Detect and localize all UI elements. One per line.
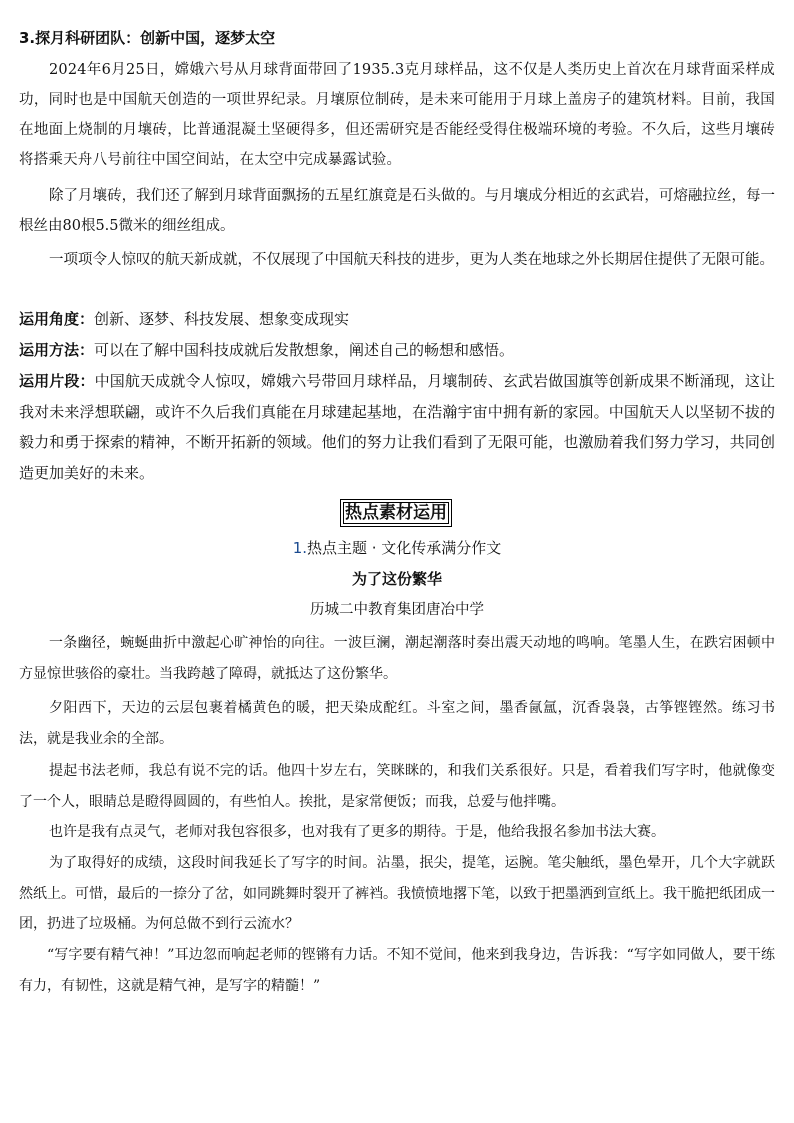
subtopic-title	[0, 535, 794, 561]
essay-paragraph-2: 夕阳西下，天边的云层包裹着橘黄色的暖，把天染成酡红。斗室之间，墨香氤氲，沉香袅袅，古筝铿铿然。练习书法，就是我业余的全部。	[19, 700, 775, 747]
body-paragraph-3: 一项项令人惊叹的航天新成就，不仅展现了中国航天科技的进步，更为人类在地球之外长期居住提供了无限可能。	[49, 252, 774, 268]
essay-paragraph-5: 为了取得好的成绩，这段时间我延长了写字的时间。沾墨，抿尖，提笔，运腕。笔尖触纸，墨色晕开，几个大字就跃然纸上。可惜，最后的一捺分了岔，如同跳舞时裂开了裤裆。我愤愤地撂下笔，以致于把墨洒到宣纸上。我干脆把纸团成一团，扔进了垃圾桶。为何总做不到行云流水？	[19, 855, 775, 932]
usage-angle-text: 创新、逐梦、科技发展、想象变成现实	[94, 310, 350, 328]
usage-angle	[19, 304, 775, 334]
subtopic-text: 热点主题 · 文化传承满分作文	[307, 539, 502, 557]
usage-fragment-text: 中国航天成就令人惊叹，嫦娥六号带回月球样品，月壤制砖、玄武岩做国旗等创新成果不断涌现，这让我对未来浮想联翩，或许不久后我们真能在月球建起基地，在浩瀚宇宙中拥有新的家园。中国航天人以坚韧不拔的毅力和勇于探索的精神，不断开拓新的领域。他们的努力让我们看到了无限可能，也激励着我们努力学习，共同创造更加美好的未来。	[19, 372, 775, 482]
body-paragraph-2: 除了月壤砖，我们还了解到月球背面飘扬的五星红旗竟是石头做的。与月壤成分相近的玄武岩，可熔融拉丝，每一根丝由80根5.5微米的细丝组成。	[19, 188, 775, 234]
essay-paragraph-3: 提起书法老师，我总有说不完的话。他四十岁左右，笑眯眯的，和我们关系很好。只是，看着我们写字时，他就像变了一个人，眼睛总是瞪得圆圆的，有些怕人。挨批，是家常便饭；而我，总爱与他拌嘴。	[19, 763, 775, 810]
essay-paragraph-1: 一条幽径，蜿蜒曲折中激起心旷神怡的向往。一波巨澜，潮起潮落时奏出震天动地的鸣响。笔墨人生，在跌宕困顿中方显惊世骇俗的豪壮。当我跨越了障碍，就抵达了这份繁华。	[19, 635, 775, 682]
essay-author: 历城二中教育集团唐冶中学	[310, 602, 484, 618]
section-title: 3.探月科研团队：创新中国，逐梦太空	[19, 29, 276, 47]
essay-paragraph-6: “写字要有精气神！”耳边忽而响起老师的铿锵有力话。不知不觉间，他来到我身边，告诉我：“写字如同做人，要干练有力，有韧性，这就是精气神，是写字的精髓！”	[19, 947, 775, 994]
body-paragraph-1: 2024年6月25日，嫦娥六号从月球背面带回了1935.3克月球样品，这不仅是人类历史上首次在月球背面采样成功，同时也是中国航天创造的一项世界纪录。月壤原位制砖，是未来可能用于月球上盖房子的建筑材料。目前，我国在地面上烧制的月壤砖，比普通混凝土坚硬得多，但还需研究是否能经受得住极端环境的考验。不久后，这些月壤砖将搭乘天舟八号前往中国空间站，在太空中完成暴露试验。	[19, 62, 775, 168]
usage-fragment	[19, 366, 775, 488]
subtopic-number: 1.	[292, 539, 307, 557]
usage-method-label: 运用方法：	[19, 341, 95, 359]
essay-title: 为了这份繁华	[351, 570, 442, 588]
hot-material-heading: 热点素材运用	[340, 499, 452, 527]
usage-method-text: 可以在了解中国科技成就后发散想象，阐述自己的畅想和感悟。	[94, 341, 515, 359]
usage-fragment-label: 运用片段：	[19, 372, 95, 390]
usage-method	[19, 335, 775, 365]
usage-angle-label: 运用角度：	[19, 310, 95, 328]
essay-paragraph-4: 也许是我有点灵气，老师对我包容很多，也对我有了更多的期待。于是，他给我报名参加书法大赛。	[49, 824, 665, 840]
